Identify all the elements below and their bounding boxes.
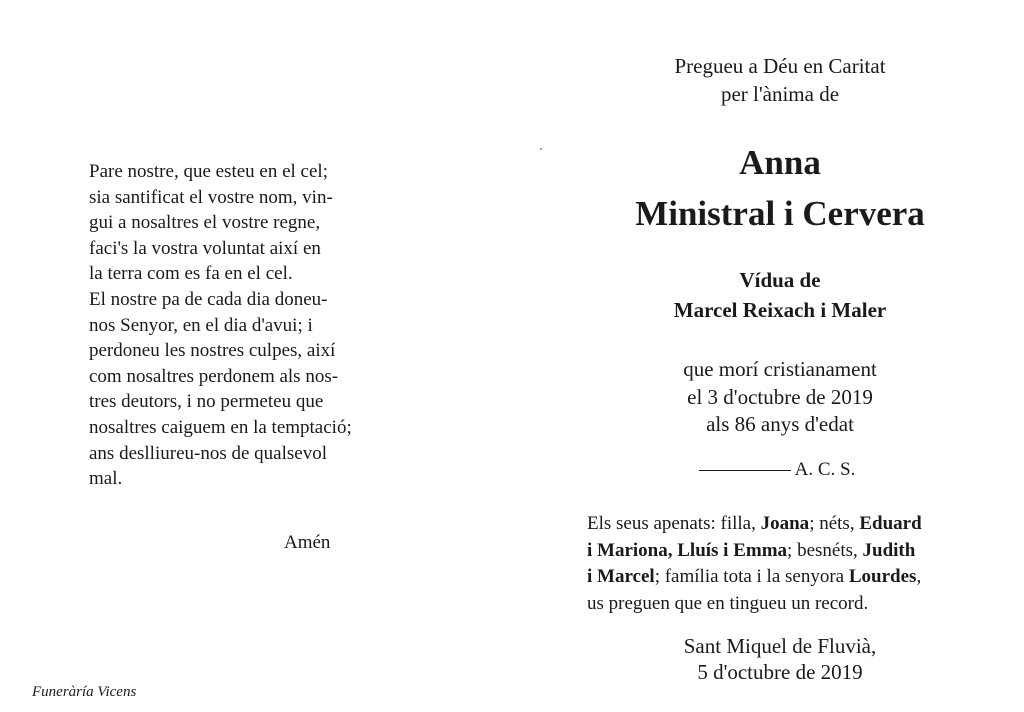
family-name: Lourdes — [848, 566, 917, 587]
prayer-line: sia santificat el vostre nom, vin- — [89, 186, 333, 208]
acs-separator — [637, 459, 917, 481]
death-line: el 3 d'octubre de 2019 — [687, 384, 873, 409]
family-text: ; besnéts, — [787, 539, 863, 561]
family-line: us preguen que en tingueu un record. — [587, 592, 869, 614]
prayer-line: nos Senyor, en el dia d'avui; i — [89, 314, 313, 336]
prayer-line: faci's la vostra voluntat així en — [89, 237, 321, 259]
spouse-name: Marcel Reixach i Maler — [673, 298, 887, 322]
prayer-line: ans deslliureu-nos de qualsevol — [89, 442, 327, 464]
family-line — [587, 511, 979, 538]
funeral-home-credit: Funeràría Vicens — [32, 684, 137, 700]
intro-line: per l'ànima de — [720, 82, 840, 106]
death-line: als 86 anys d'edat — [706, 412, 854, 436]
separator-rule — [699, 470, 791, 471]
acs-text: A. C. S. — [794, 459, 856, 480]
prayer-line: tres deutors, i no permeteu que — [89, 391, 324, 413]
deceased-surnames: Ministral i Cervera — [635, 194, 925, 233]
prayer-line: El nostre pa de cada dia doneu- — [89, 288, 328, 310]
deceased-first-name: Anna — [739, 143, 821, 182]
prayer-line: la terra com es fa en el cel. — [89, 263, 293, 285]
place-and-date — [540, 633, 1020, 685]
death-details — [540, 356, 1020, 439]
family-name: i Marcel — [587, 566, 655, 587]
lords-prayer — [89, 159, 389, 492]
family-text: ; néts, — [809, 513, 860, 534]
family-line — [587, 538, 979, 565]
prayer-line: gui a nosaltres el vostre regne, — [89, 212, 321, 234]
family-line — [587, 564, 979, 591]
prayer-line: nosaltres caiguem en la temptació; — [89, 416, 352, 438]
family-text: , — [916, 566, 922, 587]
family-name: Joana — [760, 513, 810, 534]
family-name: Judith — [862, 539, 916, 561]
family-name: i Mariona, Lluís i Emma — [587, 539, 788, 561]
place-line: Sant Miquel de Fluvià, — [683, 634, 877, 658]
family-text: Els seus apenats: filla, — [587, 513, 761, 534]
widow-title: Vídua de — [739, 268, 821, 292]
intro-text — [540, 52, 1020, 108]
date-line: 5 d'octubre de 2019 — [697, 660, 863, 684]
prayer-line: Pare nostre, que esteu en el cel; — [89, 161, 328, 182]
death-line: que morí cristianament — [683, 357, 877, 381]
intro-line: Pregueu a Déu en Caritat — [674, 54, 886, 78]
prayer-line: perdoneu les nostres culpes, així — [89, 340, 336, 362]
prayer-amen: Amén — [284, 532, 331, 553]
prayer-line: com nosaltres perdonem als nos- — [89, 365, 339, 387]
family-message — [587, 511, 979, 617]
prayer-line: mal. — [89, 468, 123, 490]
family-text: ; família tota i la senyora — [654, 566, 849, 587]
family-name: Eduard — [859, 513, 922, 534]
